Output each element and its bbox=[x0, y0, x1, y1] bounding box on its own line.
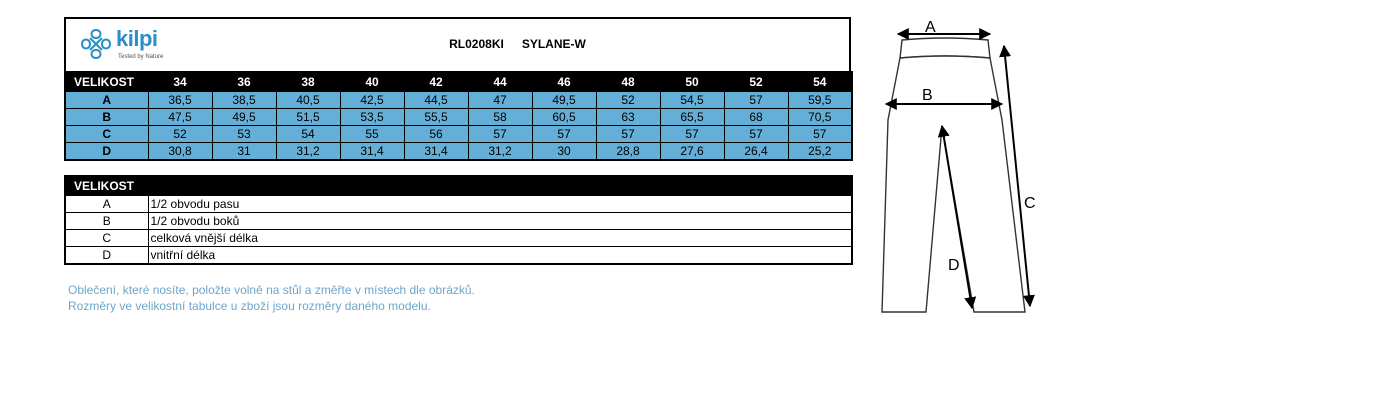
size-value-cell: 31,4 bbox=[404, 143, 468, 161]
size-row-a bbox=[65, 92, 852, 109]
measuring-notes bbox=[68, 282, 475, 314]
legend-row bbox=[65, 247, 852, 265]
size-header-cell: 44 bbox=[468, 72, 532, 92]
legend-row bbox=[65, 230, 852, 247]
size-value-cell: 30,8 bbox=[148, 143, 212, 161]
size-value-cell: 57 bbox=[724, 92, 788, 109]
size-value-cell: 60,5 bbox=[532, 109, 596, 126]
size-value-cell: 57 bbox=[532, 126, 596, 143]
size-value-cell: 47 bbox=[468, 92, 532, 109]
legend-key: A bbox=[65, 196, 148, 213]
legend-key: C bbox=[65, 230, 148, 247]
size-value-cell: 47,5 bbox=[148, 109, 212, 126]
model-title bbox=[66, 37, 849, 51]
size-header-cell: 48 bbox=[596, 72, 660, 92]
legend-key: B bbox=[65, 213, 148, 230]
legend-row bbox=[65, 213, 852, 230]
size-value-cell: 27,6 bbox=[660, 143, 724, 161]
measure-a-label: A bbox=[925, 19, 936, 36]
size-value-cell: 57 bbox=[660, 126, 724, 143]
legend-description: 1/2 obvodu boků bbox=[148, 213, 852, 230]
size-header-row bbox=[65, 72, 852, 92]
size-value-cell: 49,5 bbox=[532, 92, 596, 109]
size-value-cell: 63 bbox=[596, 109, 660, 126]
legend-row bbox=[65, 196, 852, 213]
size-header-cell: 36 bbox=[212, 72, 276, 92]
size-value-cell: 36,5 bbox=[148, 92, 212, 109]
size-value-cell: 31,2 bbox=[468, 143, 532, 161]
legend-header-label: VELIKOST bbox=[65, 176, 852, 196]
size-value-cell: 53,5 bbox=[340, 109, 404, 126]
size-header-cell: 50 bbox=[660, 72, 724, 92]
size-value-cell: 52 bbox=[148, 126, 212, 143]
size-row-key: A bbox=[65, 92, 148, 109]
size-header-cell: 40 bbox=[340, 72, 404, 92]
legend-table bbox=[64, 175, 853, 265]
size-row-key: C bbox=[65, 126, 148, 143]
size-header-cell: 54 bbox=[788, 72, 852, 92]
chart-header bbox=[64, 17, 851, 71]
size-value-cell: 57 bbox=[596, 126, 660, 143]
size-value-cell: 30 bbox=[532, 143, 596, 161]
size-value-cell: 42,5 bbox=[340, 92, 404, 109]
size-header-cell: 46 bbox=[532, 72, 596, 92]
measure-c-label: C bbox=[1024, 195, 1036, 212]
size-value-cell: 31 bbox=[212, 143, 276, 161]
size-value-cell: 54,5 bbox=[660, 92, 724, 109]
legend-description: vnitřní délka bbox=[148, 247, 852, 265]
size-row-key: B bbox=[65, 109, 148, 126]
size-value-cell: 31,4 bbox=[340, 143, 404, 161]
size-header-cell: 34 bbox=[148, 72, 212, 92]
size-table bbox=[64, 71, 853, 161]
legend-key: D bbox=[65, 247, 148, 265]
note-line: Oblečení, které nosíte, položte volně na stůl a změřte v místech dle obrázků. bbox=[68, 283, 475, 297]
size-header-cell: 42 bbox=[404, 72, 468, 92]
size-value-cell: 57 bbox=[724, 126, 788, 143]
legend-description: celková vnější délka bbox=[148, 230, 852, 247]
size-value-cell: 65,5 bbox=[660, 109, 724, 126]
size-value-cell: 31,2 bbox=[276, 143, 340, 161]
size-value-cell: 25,2 bbox=[788, 143, 852, 161]
size-value-cell: 40,5 bbox=[276, 92, 340, 109]
size-header-cell: 38 bbox=[276, 72, 340, 92]
size-value-cell: 57 bbox=[468, 126, 532, 143]
brand-name: kilpi bbox=[116, 26, 158, 51]
size-value-cell: 28,8 bbox=[596, 143, 660, 161]
model-code: RL0208KI bbox=[449, 37, 504, 51]
brand-tagline: Tested by Nature bbox=[118, 54, 164, 60]
size-value-cell: 44,5 bbox=[404, 92, 468, 109]
size-value-cell: 57 bbox=[788, 126, 852, 143]
size-value-cell: 26,4 bbox=[724, 143, 788, 161]
size-row-c bbox=[65, 126, 852, 143]
size-value-cell: 56 bbox=[404, 126, 468, 143]
size-header-label: VELIKOST bbox=[65, 72, 148, 92]
size-value-cell: 49,5 bbox=[212, 109, 276, 126]
measure-b-label: B bbox=[922, 87, 933, 104]
measure-d-label: D bbox=[948, 257, 960, 274]
size-row-key: D bbox=[65, 143, 148, 161]
size-value-cell: 55,5 bbox=[404, 109, 468, 126]
size-value-cell: 53 bbox=[212, 126, 276, 143]
size-value-cell: 59,5 bbox=[788, 92, 852, 109]
size-value-cell: 54 bbox=[276, 126, 340, 143]
size-value-cell: 68 bbox=[724, 109, 788, 126]
size-value-cell: 70,5 bbox=[788, 109, 852, 126]
size-value-cell: 51,5 bbox=[276, 109, 340, 126]
note-line: Rozměry ve velikostní tabulce u zboží jsou rozměry daného modelu. bbox=[68, 299, 431, 313]
model-name: SYLANE-W bbox=[521, 37, 586, 51]
size-header-cell: 52 bbox=[724, 72, 788, 92]
legend-description: 1/2 obvodu pasu bbox=[148, 196, 852, 213]
legend-header-row bbox=[65, 176, 852, 196]
size-value-cell: 52 bbox=[596, 92, 660, 109]
size-row-d bbox=[65, 143, 852, 161]
size-value-cell: 38,5 bbox=[212, 92, 276, 109]
size-value-cell: 58 bbox=[468, 109, 532, 126]
pants-diagram bbox=[870, 10, 1070, 320]
size-row-b bbox=[65, 109, 852, 126]
size-value-cell: 55 bbox=[340, 126, 404, 143]
